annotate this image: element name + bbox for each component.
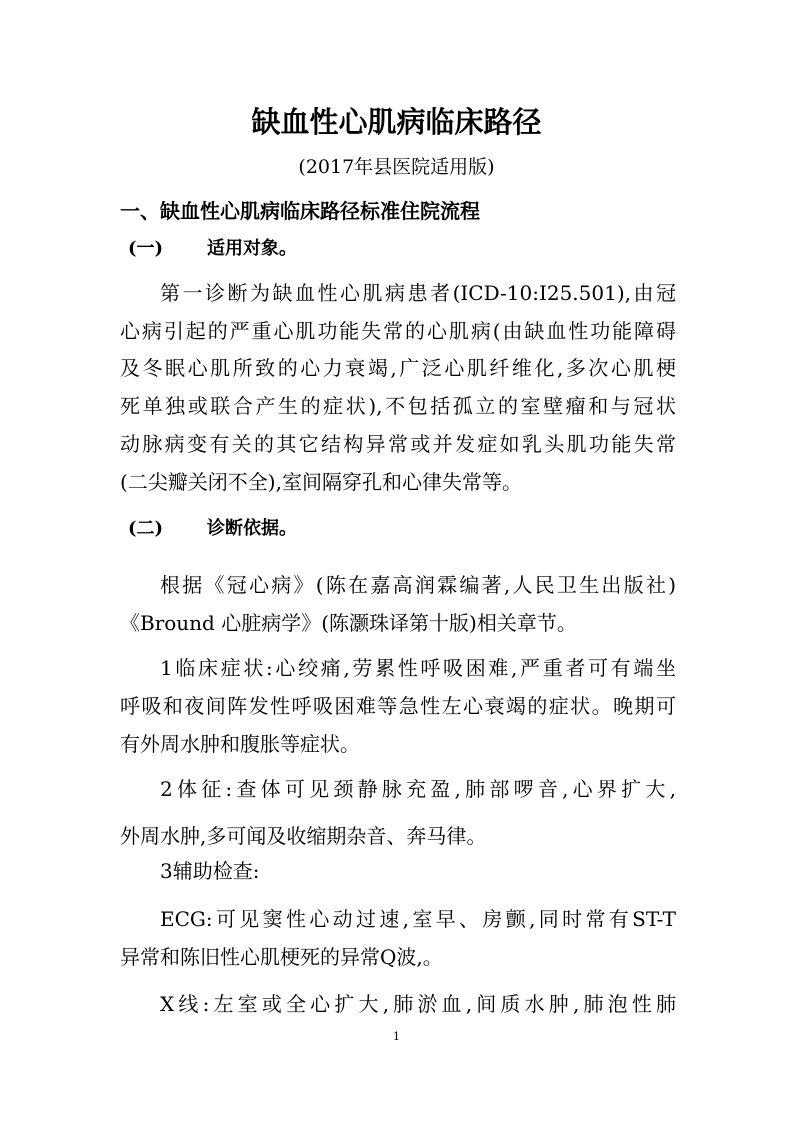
paragraph-line: 死单独或联合产生的症状),不包括孤立的室壁瘤和与冠状 <box>120 394 676 418</box>
subsection-heading-2 <box>128 516 684 542</box>
paragraph-line: (二尖瓣关闭不全),室间隔穿孔和心律失常等。 <box>120 470 522 494</box>
paragraph-line: 《Bround 心脏病学》(陈灏珠译第十版)相关章节。 <box>120 611 577 635</box>
paragraph-line: 动脉病变有关的其它结构异常或并发症如乳头肌功能失常 <box>120 432 676 456</box>
subsection-number: (一) <box>128 238 164 259</box>
paragraph-line: 外周水肿,多可闻及收缩期杂音、奔马律。 <box>120 824 487 848</box>
subsection-label: 适用对象。 <box>207 238 298 259</box>
document-title: 缺血性心肌病临床路径 <box>251 105 542 139</box>
document-subtitle: (2017年县医院适用版) <box>298 156 495 178</box>
paragraph-line: 根据《冠心病》(陈在嘉高润霖编著,人民卫生出版社) <box>160 573 676 597</box>
subsection-label: 诊断依据。 <box>207 518 298 539</box>
paragraph-line: ECG:可见窦性心动过速,室早、房颤,同时常有ST-T <box>160 907 676 931</box>
page-number: 1 <box>393 1030 400 1043</box>
paragraph-line: 呼吸和夜间阵发性呼吸困难等急性左心衰竭的症状。晚期可 <box>120 694 676 718</box>
paragraph-line: 2体征:查体可见颈静脉充盈,肺部啰音,心界扩大, <box>160 777 676 801</box>
paragraph-line: 有外周水肿和腹胀等症状。 <box>120 732 360 756</box>
paragraph-line: 异常和陈旧性心肌梗死的异常Q波,。 <box>120 945 443 969</box>
section-heading: 一、缺血性心肌病临床路径标准住院流程 <box>120 199 480 223</box>
subsection-heading-1 <box>128 236 684 262</box>
subsection-number: (二) <box>128 518 164 539</box>
paragraph-line: X线:左室或全心扩大,肺淤血,间质水肿,肺泡性肺 <box>160 992 676 1016</box>
paragraph-line: 1临床症状:心绞痛,劳累性呼吸困难,严重者可有端坐 <box>160 656 676 680</box>
paragraph-line: 心病引起的严重心肌功能失常的心肌病(由缺血性功能障碍 <box>120 319 676 343</box>
paragraph-line: 3辅助检查: <box>160 859 260 883</box>
paragraph-line: 及冬眠心肌所致的心力衰竭,广泛心肌纤维化,多次心肌梗 <box>120 356 676 380</box>
paragraph-line: 第一诊断为缺血性心肌病患者(ICD-10:I25.501),由冠 <box>160 281 676 305</box>
